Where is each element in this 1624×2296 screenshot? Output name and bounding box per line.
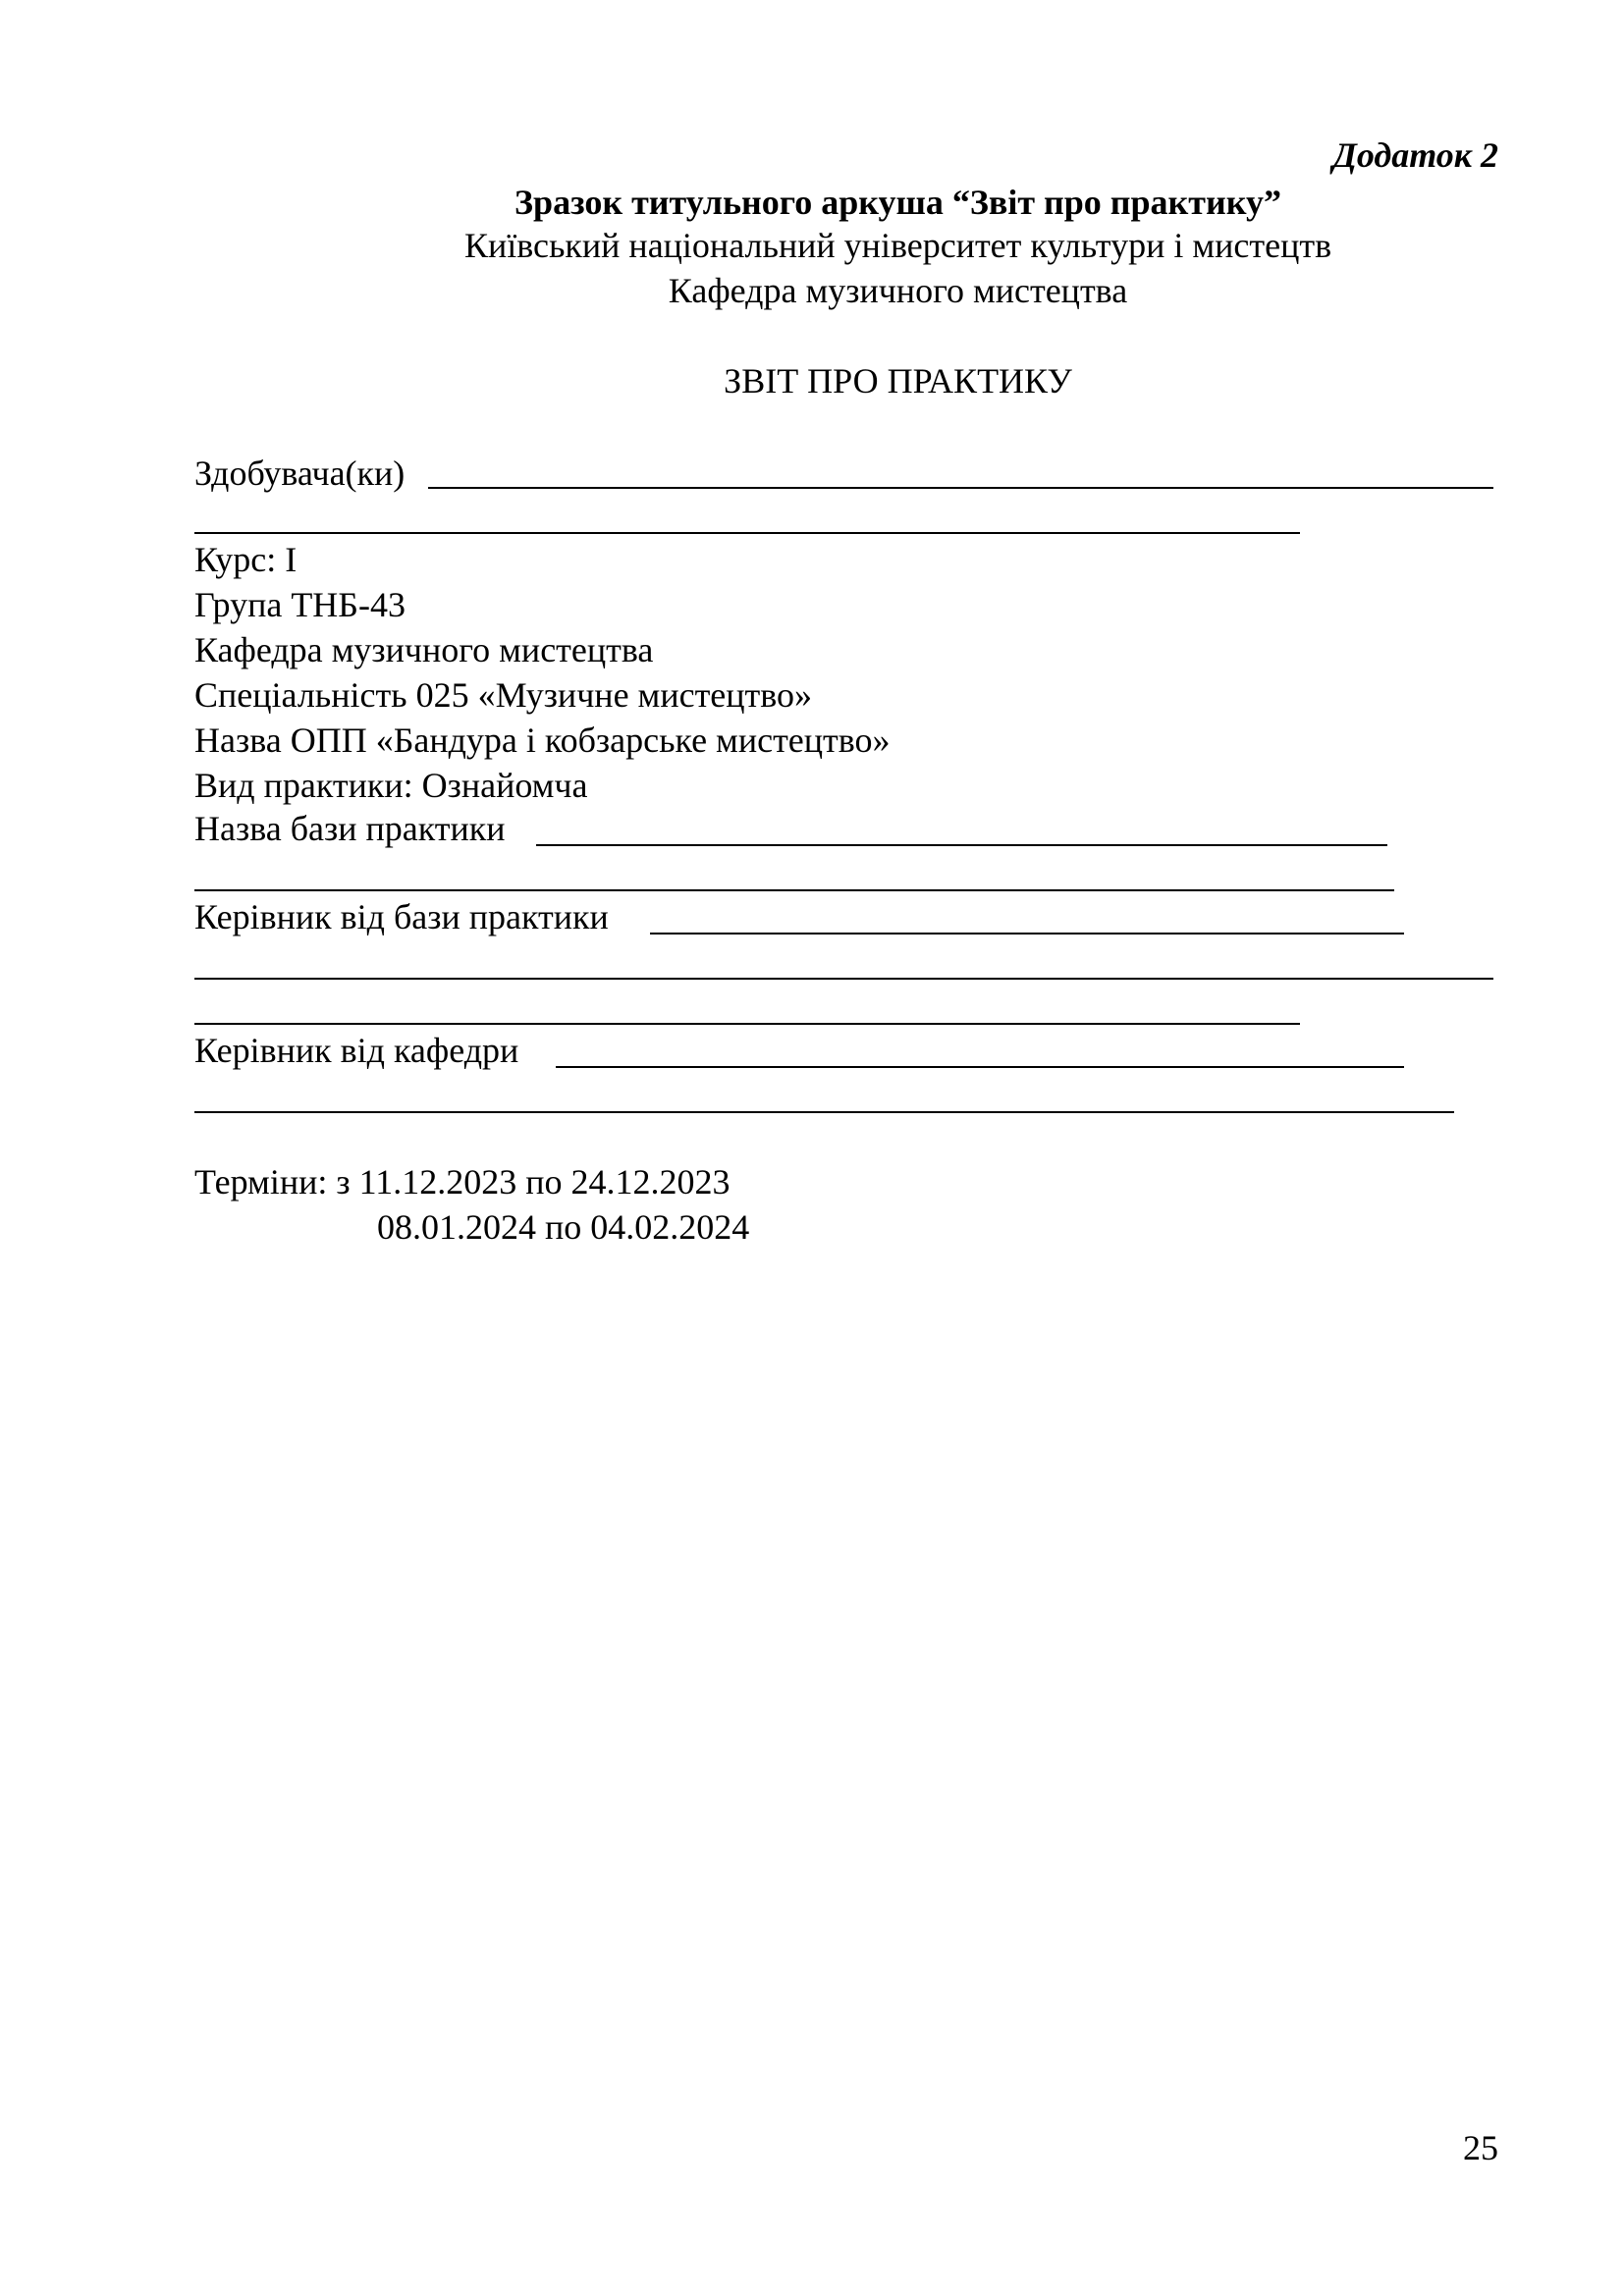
department-supervisor-blank-line-2 [194,1111,1454,1113]
specialty: Спеціальність 025 «Музичне мистецтво» [194,675,813,715]
base-supervisor-blank-line [650,933,1404,934]
program-name: Назва ОПП «Бандура і кобзарське мистецтво» [194,721,891,760]
practice-type: Вид практики: Ознайомча [194,766,588,805]
department-supervisor-blank-line [556,1066,1404,1068]
form-department: Кафедра музичного мистецтва [194,630,654,669]
student-blank-line-2 [194,532,1300,534]
sample-title: Зразок титульного аркуша “Звіт про практику” [514,183,1281,222]
student-label: Здобувача(ки) [194,454,406,493]
terms-line-2: 08.01.2024 по 04.02.2024 [377,1207,750,1247]
base-name-label: Назва бази практики [194,809,506,848]
page-number: 25 [1463,2128,1498,2167]
report-title: ЗВІТ ПРО ПРАКТИКУ [724,361,1072,400]
base-name-blank-line-2 [194,889,1394,891]
university-name: Київський національний університет культури і мистецтв [463,226,1332,265]
course: Курс: І [194,540,298,579]
base-supervisor-label: Керівник від бази практики [194,897,609,936]
department-supervisor-label: Керівник від кафедри [194,1031,519,1070]
terms-line-1: Терміни: з 11.12.2023 по 24.12.2023 [194,1162,731,1201]
header-department: Кафедра музичного мистецтва [668,271,1128,310]
appendix-label: Додаток 2 [1332,135,1498,175]
base-supervisor-blank-line-2 [194,978,1493,980]
group: Група ТНБ-43 [194,585,406,624]
base-supervisor-blank-line-3 [194,1023,1300,1025]
base-name-blank-line [536,844,1387,846]
student-blank-line [428,487,1493,489]
